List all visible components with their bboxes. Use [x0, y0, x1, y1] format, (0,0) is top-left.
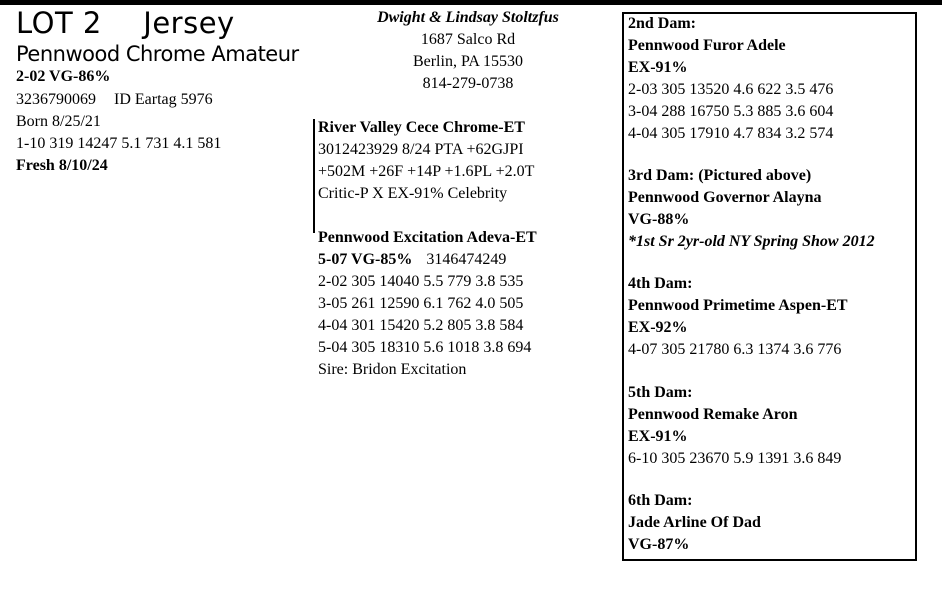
sire-pedigree: Critic-P X EX-91% Celebrity	[318, 185, 508, 202]
consignor-name: Dwight & Lindsay Stoltzfus	[377, 9, 559, 26]
eartag: ID Eartag 5976	[114, 91, 213, 108]
sire-name: River Valley Cece Chrome-ET	[318, 119, 525, 136]
dam2-heading: 2nd Dam:	[628, 15, 697, 32]
dam5-classification: EX-91%	[628, 428, 688, 445]
dam-record: 5-04 305 18310 5.6 1018 3.8 694	[318, 339, 532, 356]
fresh-date: Fresh 8/10/24	[16, 157, 108, 174]
dam2-record: 2-03 305 13520 4.6 622 3.5 476	[628, 81, 834, 98]
animal-id-line	[16, 89, 213, 111]
dam2-name: Pennwood Furor Adele	[628, 37, 786, 54]
sire-proof: +502M +26F +14P +1.6PL +2.0T	[318, 163, 535, 180]
dam-classification: 5-07 VG-85%	[318, 251, 413, 268]
pedigree-bracket	[313, 119, 315, 233]
dam5-record: 6-10 305 23670 5.9 1391 3.6 849	[628, 450, 842, 467]
animal-name: Pennwood Chrome Amateur	[16, 42, 299, 66]
dam5-name: Pennwood Remake Aron	[628, 406, 798, 423]
production-record: 1-10 319 14247 5.1 731 4.1 581	[16, 135, 222, 152]
dam-id-line	[318, 249, 506, 271]
dam5-heading: 5th Dam:	[628, 384, 693, 401]
lot-header	[16, 4, 235, 42]
dam4-name: Pennwood Primetime Aspen-ET	[628, 297, 848, 314]
animal-classification: 2-02 VG-86%	[16, 68, 111, 85]
consignor-city: Berlin, PA 15530	[412, 53, 524, 70]
dam6-classification: VG-87%	[628, 536, 690, 553]
dam-record: 2-02 305 14040 5.5 779 3.8 535	[318, 273, 524, 290]
dam-name: Pennwood Excitation Adeva-ET	[318, 229, 537, 246]
sire-details: 3012423929 8/24 PTA +62GJPI	[318, 141, 524, 158]
dam4-heading: 4th Dam:	[628, 275, 693, 292]
dam2-record: 3-04 288 16750 5.3 885 3.6 604	[628, 103, 834, 120]
lot-number: LOT 2	[16, 6, 102, 40]
dam6-name: Jade Arline Of Dad	[628, 514, 761, 531]
consignor-phone: 814-279-0738	[422, 75, 514, 92]
dam3-name: Pennwood Governor Alayna	[628, 189, 822, 206]
dam2-classification: EX-91%	[628, 59, 688, 76]
registration-number: 3236790069	[16, 91, 96, 108]
dam-record: 4-04 301 15420 5.2 805 3.8 584	[318, 317, 524, 334]
dam3-show-note: *1st Sr 2yr-old NY Spring Show 2012	[628, 233, 875, 250]
dam6-heading: 6th Dam:	[628, 492, 693, 509]
dam3-classification: VG-88%	[628, 211, 690, 228]
dam4-classification: EX-92%	[628, 319, 688, 336]
birth-date: Born 8/25/21	[16, 113, 101, 130]
dam-record: 3-05 261 12590 6.1 762 4.0 505	[318, 295, 524, 312]
consignor-address: 1687 Salco Rd	[420, 31, 516, 48]
dam3-heading: 3rd Dam: (Pictured above)	[628, 167, 812, 184]
dam-sire: Sire: Bridon Excitation	[318, 361, 467, 378]
dam2-record: 4-04 305 17910 4.7 834 3.2 574	[628, 125, 834, 142]
breed: Jersey	[143, 6, 235, 40]
dam-registration: 3146474249	[426, 251, 507, 268]
dam4-record: 4-07 305 21780 6.3 1374 3.6 776	[628, 341, 842, 358]
